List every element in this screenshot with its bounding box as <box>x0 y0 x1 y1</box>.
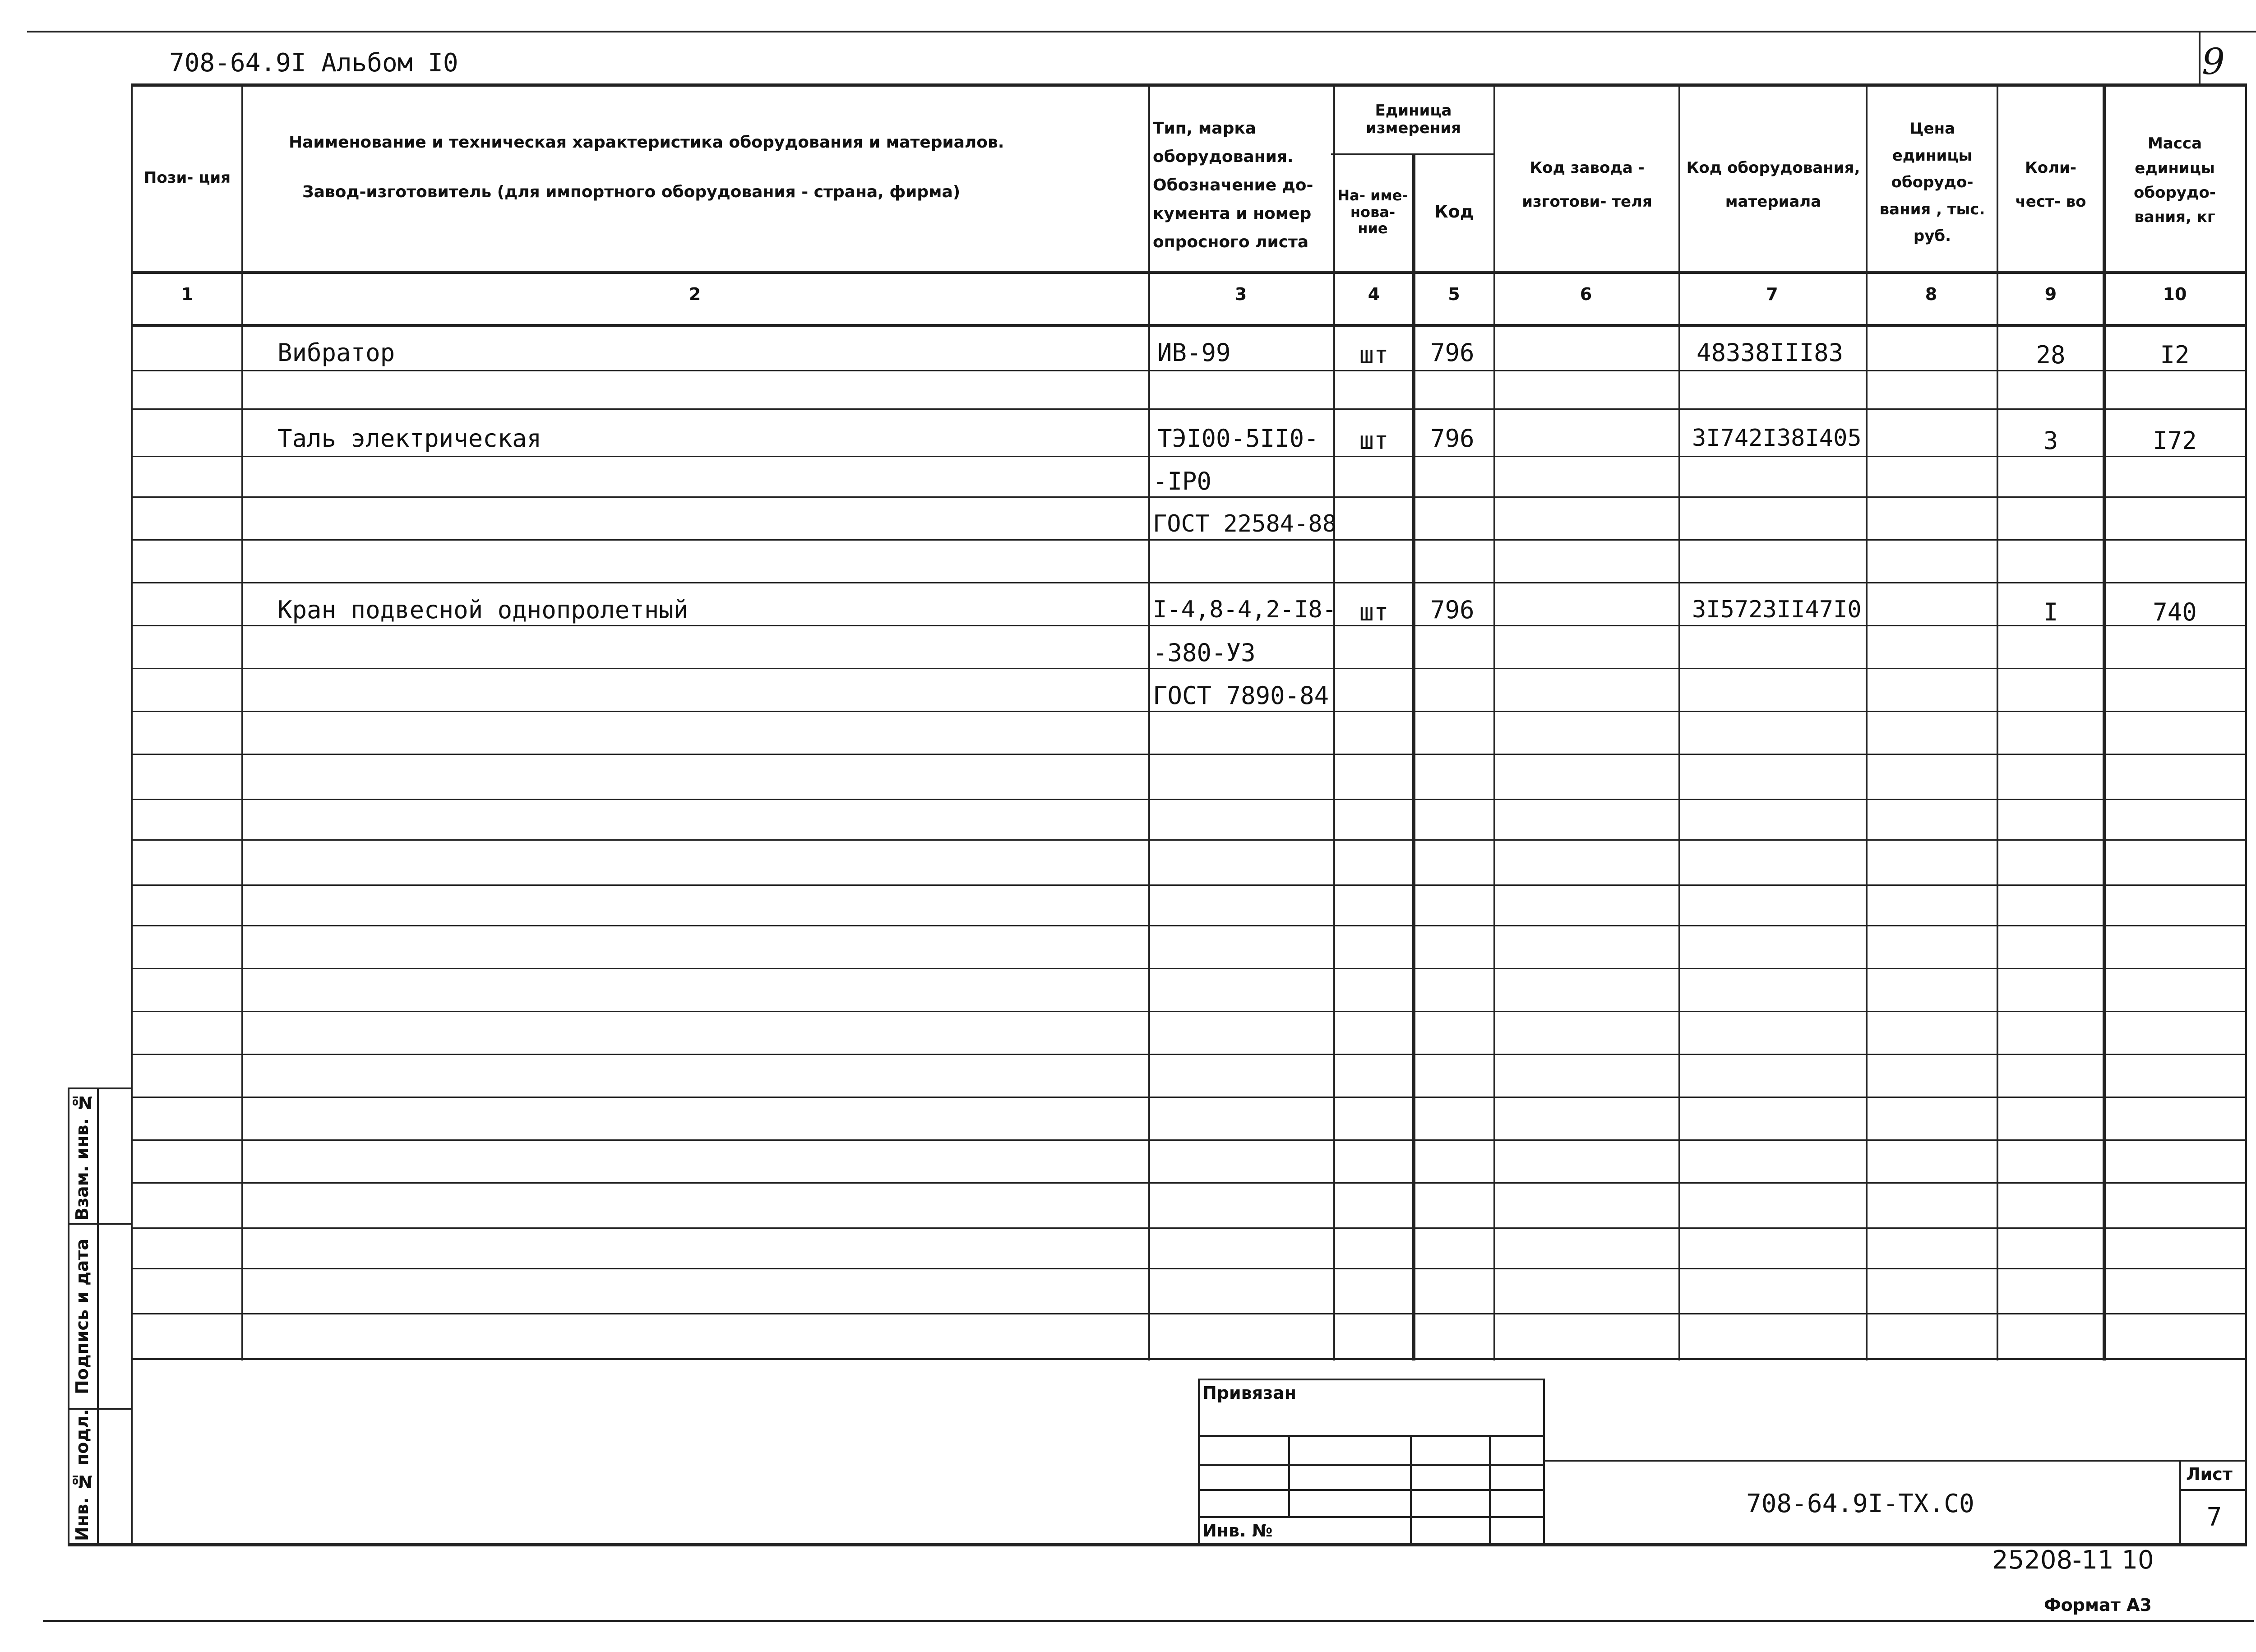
row-quantity: 3 <box>2043 426 2058 455</box>
privyazan-rule-1 <box>1198 1435 1543 1437</box>
row-rule <box>131 799 2247 800</box>
row-material-code: 48338III83 <box>1697 338 1844 367</box>
colnum-2: 2 <box>689 284 701 304</box>
row-rule <box>131 839 2247 841</box>
row-name: Вибратор <box>277 338 395 367</box>
col-divider-6 <box>1678 83 1680 1360</box>
header-price: Цена единицы оборудо- вания , тыс. руб. <box>1879 120 1985 245</box>
header-unit-name: На- име- нова- ние <box>1337 186 1408 237</box>
colnum-3: 3 <box>1234 284 1247 304</box>
sheet-number: 7 <box>2206 1503 2222 1532</box>
row-code: 796 <box>1430 596 1475 624</box>
row-rule <box>131 884 2247 886</box>
row-unit: шт <box>1359 341 1389 369</box>
header-unit-code: Код <box>1434 202 1474 222</box>
row-material-code: 3I5723II47I0 <box>1692 596 1862 623</box>
row-rule <box>131 1097 2247 1098</box>
privyazan-col-1 <box>1288 1435 1290 1516</box>
row-type: ГОСТ 22584-88 <box>1153 510 1336 537</box>
row-type: I-4,8-4,2-I8- <box>1153 596 1336 623</box>
page-bottom-rule <box>43 1620 2254 1622</box>
header-type: Тип, марка оборудования. Обозначение до- кумента и номер опросного листа <box>1153 119 1313 251</box>
privyazan-rule-3 <box>1198 1489 1543 1491</box>
side-stamp-inner <box>97 1087 99 1546</box>
privyazan-label: Привязан <box>1202 1383 1297 1403</box>
col-divider-9 <box>2103 83 2106 1360</box>
header-quantity: Коли- чест- во <box>2015 159 2086 211</box>
header-mass: Масса единицы оборудо- вания, кг <box>2134 134 2216 227</box>
document-code: 708-64.9I-TX.C0 <box>1746 1489 1974 1518</box>
privyazan-rule-2 <box>1198 1464 1543 1466</box>
row-mass: I2 <box>2160 341 2190 369</box>
row-rule <box>131 925 2247 926</box>
row-code: 796 <box>1430 338 1475 367</box>
header-plant-code: Код завода - изготови- теля <box>1522 159 1652 211</box>
row-mass: I72 <box>2153 426 2197 455</box>
row-rule <box>131 968 2247 969</box>
sheet-box-divider <box>2179 1489 2247 1491</box>
header-equipment-code: Код оборудования, материала <box>1686 159 1860 211</box>
row-rule <box>131 754 2247 755</box>
row-name: Кран подвесной однопролетный <box>277 596 689 624</box>
page-number: 9 <box>2202 41 2225 83</box>
header-name-line1: Наименование и техническая характеристика оборудования и материалов. <box>289 133 1004 152</box>
album-reference: 708-64.9I Альбом I0 <box>169 48 458 78</box>
colnum-5: 5 <box>1448 284 1460 304</box>
colnum-7: 7 <box>1766 284 1778 304</box>
column-number-row-rule <box>131 324 2247 327</box>
row-rule <box>131 1313 2247 1314</box>
side-stamp-signature-date: Подпись и дата <box>72 1238 92 1395</box>
row-material-code: 3I742I38I405 <box>1692 425 1862 452</box>
row-rule <box>131 1139 2247 1141</box>
privyazan-col-3 <box>1489 1435 1491 1546</box>
table-top-border <box>131 83 2247 87</box>
row-quantity: I <box>2043 598 2058 626</box>
row-rule <box>131 456 2247 457</box>
row-rule <box>131 1227 2247 1229</box>
side-stamp-top <box>68 1087 131 1089</box>
row-rule <box>131 496 2247 498</box>
table-right-border <box>2245 83 2247 1546</box>
doc-code-top <box>1543 1460 2247 1462</box>
archive-number: 25208-11 10 <box>1992 1546 2154 1575</box>
col-divider-3 <box>1333 83 1335 1360</box>
header-bottom-rule <box>131 271 2247 274</box>
privyazan-left <box>1198 1379 1200 1546</box>
row-rule <box>131 1054 2247 1055</box>
side-stamp-divider-1 <box>68 1223 131 1225</box>
header-name-line2: Завод-изготовитель (для импортного оборудования - страна, фирма) <box>302 183 961 201</box>
row-unit: шт <box>1359 426 1389 455</box>
page-number-box-divider <box>2199 31 2201 85</box>
col-divider-8 <box>1997 83 1998 1360</box>
row-type: -IP0 <box>1153 467 1212 495</box>
colnum-9: 9 <box>2044 284 2057 304</box>
row-type: -380-У3 <box>1153 639 1256 667</box>
colnum-8: 8 <box>1925 284 1937 304</box>
col-divider-7 <box>1866 83 1868 1360</box>
privyazan-rule-4 <box>1198 1516 1543 1518</box>
col-divider-4 <box>1412 153 1415 1360</box>
inv-number-label: Инв. № <box>1202 1521 1273 1541</box>
row-quantity: 28 <box>2036 341 2066 369</box>
row-mass: 740 <box>2153 598 2197 626</box>
col-divider-2 <box>1148 83 1150 1360</box>
header-position: Пози- ция <box>143 169 231 187</box>
row-rule <box>131 1011 2247 1012</box>
colnum-6: 6 <box>1580 284 1592 304</box>
row-rule <box>131 539 2247 541</box>
row-rule <box>131 625 2247 626</box>
row-type: ТЭI00-5II0- <box>1157 424 1319 453</box>
side-stamp-inv-original: Инв. № подл. <box>72 1409 92 1541</box>
sheet-box-left <box>2179 1460 2181 1546</box>
side-stamp-vzam: Взам. инв. № <box>72 1092 92 1221</box>
row-code: 796 <box>1430 424 1475 453</box>
row-rule <box>131 1182 2247 1184</box>
colnum-1: 1 <box>181 284 194 304</box>
colnum-10: 10 <box>2163 284 2187 304</box>
row-unit: шт <box>1359 598 1389 626</box>
row-rule <box>131 1268 2247 1269</box>
privyazan-col-2 <box>1410 1435 1412 1546</box>
col-divider-1 <box>241 83 243 1360</box>
row-type: ГОСТ 7890-84 <box>1153 681 1329 710</box>
row-rule <box>131 711 2247 712</box>
table-bottom-rule <box>131 1358 2247 1360</box>
privyazan-right <box>1543 1379 1545 1546</box>
row-rule <box>131 370 2247 371</box>
table-left-border <box>131 83 133 1546</box>
row-rule <box>131 582 2247 583</box>
col-divider-5 <box>1493 83 1495 1360</box>
top-rule <box>27 31 2256 32</box>
colnum-4: 4 <box>1368 284 1380 304</box>
row-rule <box>131 668 2247 669</box>
side-stamp-left <box>68 1087 69 1546</box>
header-unit-group: Единица измерения <box>1366 101 1461 137</box>
row-rule <box>131 408 2247 410</box>
format-label: Формат А3 <box>2044 1595 2152 1615</box>
privyazan-top <box>1198 1379 1543 1380</box>
row-type: ИВ-99 <box>1157 338 1231 367</box>
frame-bottom-rule <box>68 1543 2247 1546</box>
row-name: Таль электрическая <box>277 424 542 453</box>
sheet-label: Лист <box>2186 1464 2233 1484</box>
